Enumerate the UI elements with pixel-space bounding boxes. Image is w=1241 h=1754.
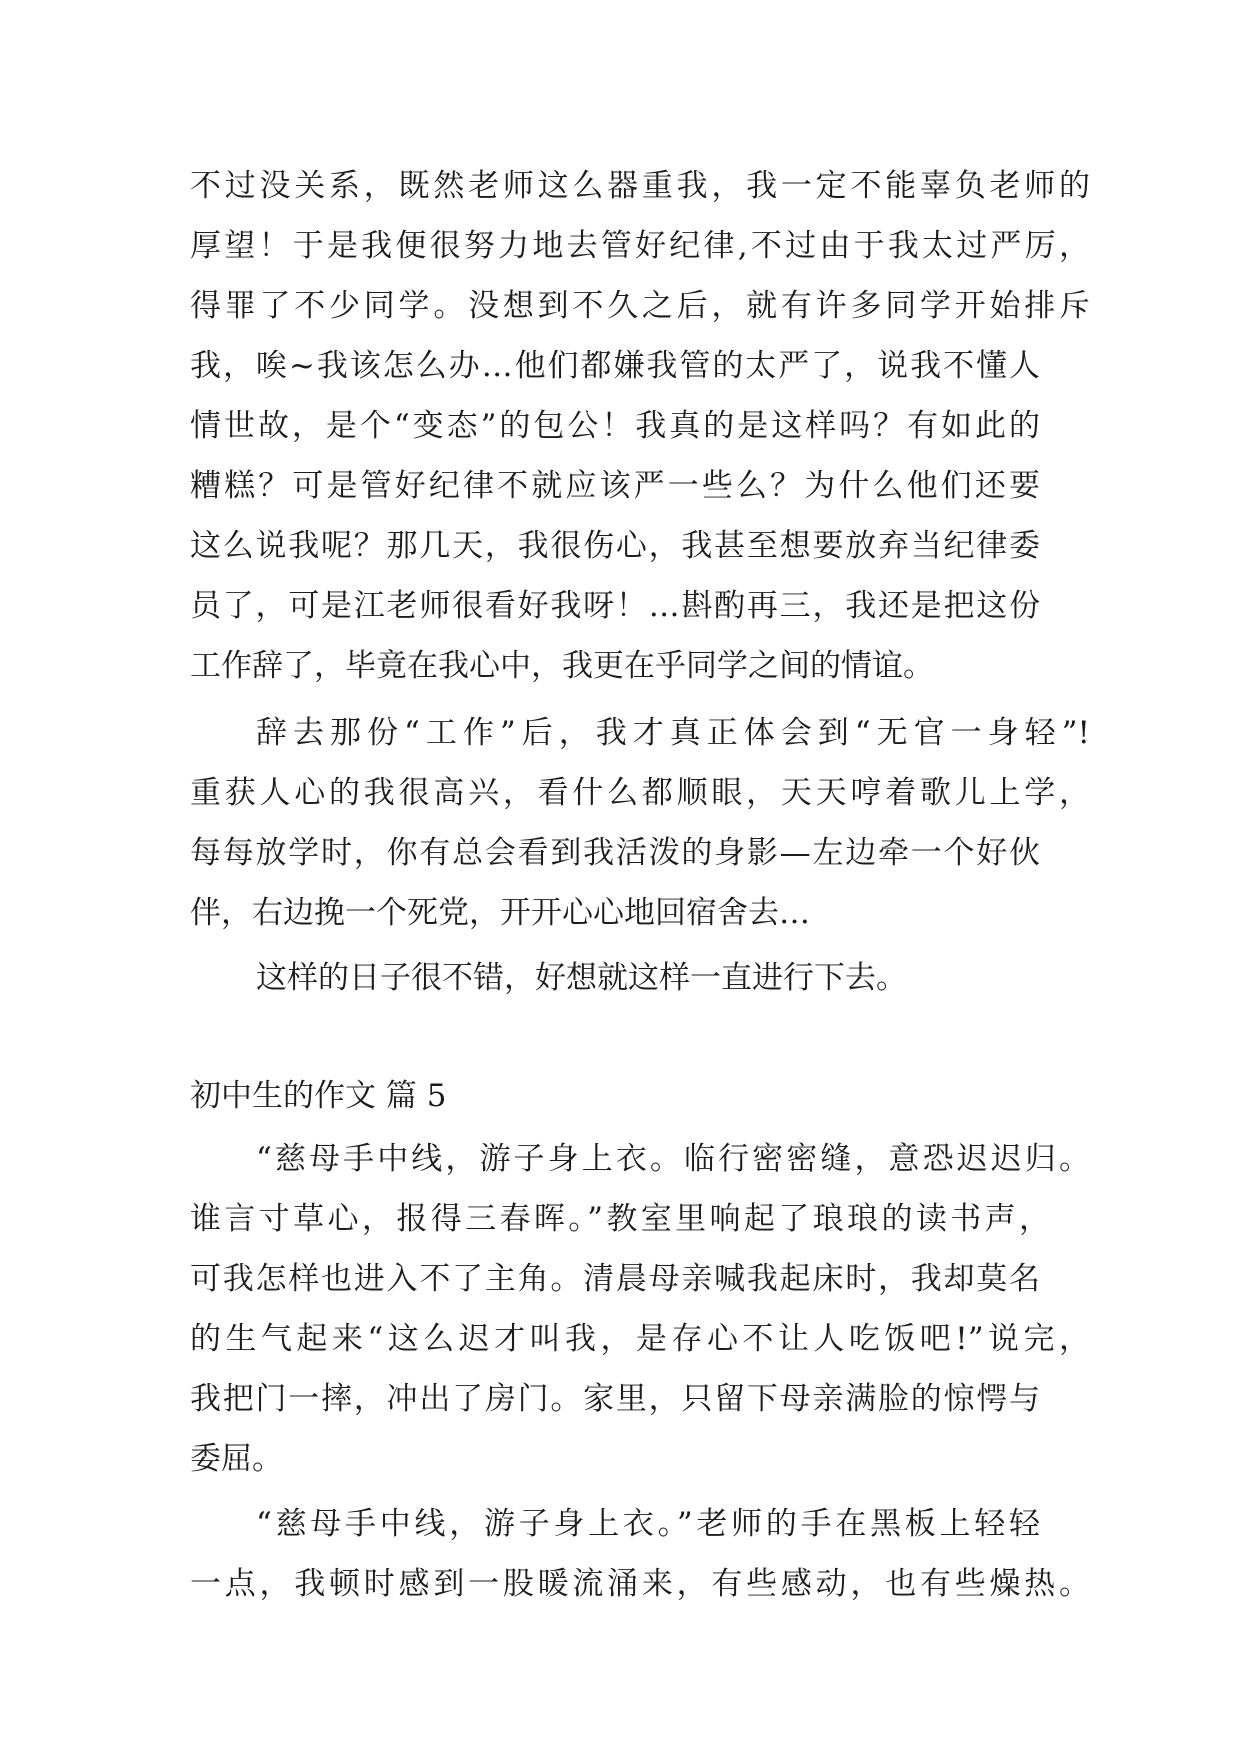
paragraph-line: 每每放学时，你有总会看到我活泼的身影—左边牵一个好伙 bbox=[190, 835, 1040, 871]
paragraph-line: 谁言寸草心，报得三春晖。”教室里响起了琅琅的读书声， bbox=[190, 1201, 1050, 1237]
paragraph-line: “慈母手中线，游子身上衣。”老师的手在黑板上轻轻 bbox=[256, 1506, 1040, 1542]
paragraph-line: 一点，我顿时感到一股暖流涌来，有些感动，也有些燥热。 bbox=[190, 1566, 1090, 1602]
paragraph-line: 委屈。 bbox=[190, 1441, 283, 1477]
paragraph-line: 工作辞了，毕竟在我心中，我更在乎同学之间的情谊。 bbox=[190, 648, 934, 684]
paragraph-line: 伴，右边挽一个死党，开开心心地回宿舍去… bbox=[190, 895, 810, 931]
paragraph-line: 可我怎样也进入不了主角。清晨母亲喊我起床时，我却莫名 bbox=[190, 1261, 1040, 1297]
paragraph-line: 得罪了不少同学。没想到不久之后，就有许多同学开始排斥 bbox=[190, 288, 1090, 324]
paragraph-line: 辞去那份“工作”后，我才真正体会到“无官一身轻”! bbox=[256, 715, 1090, 751]
paragraph-line: 不过没关系，既然老师这么器重我，我一定不能辜负老师的 bbox=[190, 168, 1090, 204]
paragraph-line: 重获人心的我很高兴，看什么都顺眼，天天哼着歌儿上学， bbox=[190, 775, 1090, 811]
section-heading: 初中生的作文 篇 5 bbox=[190, 1078, 447, 1114]
paragraph-line: 我把门一摔，冲出了房门。家里，只留下母亲满脸的惊愕与 bbox=[190, 1381, 1040, 1417]
paragraph-line: 厚望！于是我便很努力地去管好纪律,不过由于我太过严厉， bbox=[190, 228, 1090, 264]
paragraph-line: 这么说我呢？那几天，我很伤心，我甚至想要放弃当纪律委 bbox=[190, 528, 1040, 564]
paragraph-line: 情世故，是个“变态”的包公！我真的是这样吗？有如此的 bbox=[190, 408, 1040, 444]
paragraph-line: 这样的日子很不错，好想就这样一直进行下去。 bbox=[256, 960, 907, 996]
paragraph-line: 的生气起来“这么迟才叫我，是存心不让人吃饭吧!”说完， bbox=[190, 1321, 1090, 1357]
paragraph-line: 员了，可是江老师很看好我呀！…斟酌再三，我还是把这份 bbox=[190, 588, 1040, 624]
paragraph-line: “慈母手中线，游子身上衣。临行密密缝，意恐迟迟归。 bbox=[256, 1141, 1090, 1177]
paragraph-line: 我，唉~我该怎么办…他们都嫌我管的太严了，说我不懂人 bbox=[190, 348, 1040, 384]
paragraph-line: 糟糕？可是管好纪律不就应该严一些么？为什么他们还要 bbox=[190, 468, 1040, 504]
